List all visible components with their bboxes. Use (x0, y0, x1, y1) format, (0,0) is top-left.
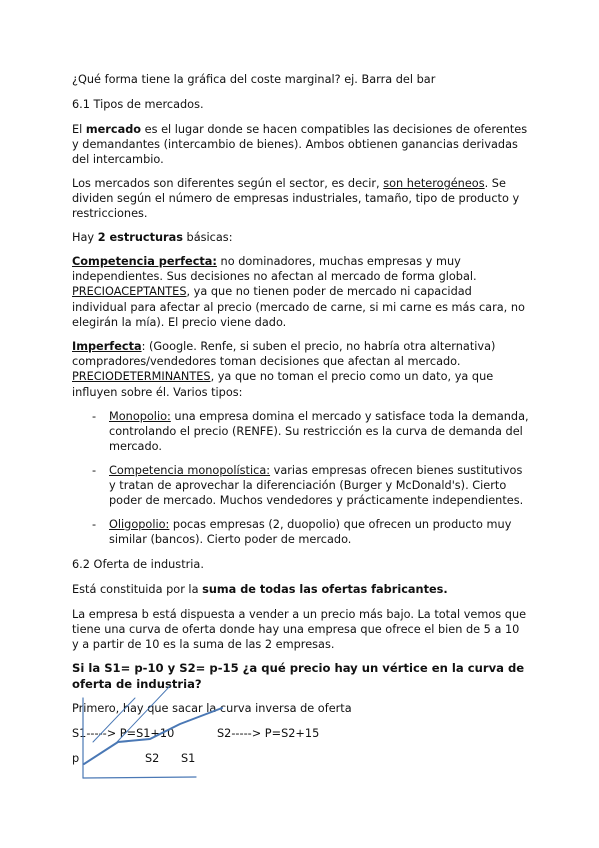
text: El (72, 123, 86, 136)
text: no dominadores, muchas empresas y muy independientes. Sus decisiones no afectan al mercado de forma global. (72, 255, 477, 284)
paragraph-suma-ofertas (72, 582, 528, 597)
text: , ya que no toman el precio como un dato, ya que influyen sobre él. Varios tipos: (72, 370, 494, 399)
section-6-1-heading: 6.1 Tipos de mercados. (72, 98, 204, 111)
term-competencia-perfecta: Competencia perfecta: (72, 255, 217, 268)
paragraph-imperfecta (72, 339, 528, 400)
text: : (Google. Renfe, si suben el precio, no habría otra alternativa) compradores/vendedores toman decisiones que afectan al mercado. (72, 340, 496, 369)
paragraph-heterogeneos (72, 176, 528, 222)
list-item-text (109, 517, 529, 547)
text: . Se dividen según el número de empresas industriales, tamaño, tipo de producto y restricciones. (72, 177, 520, 221)
text: básicas: (182, 231, 233, 244)
underlined-heterogeneos: son heterogéneos (383, 177, 485, 190)
term-mercado: mercado (85, 123, 142, 136)
text: Hay (72, 231, 98, 244)
paragraph-empresa-b: La empresa b está dispuesta a vender a un precio más bajo. La total vemos que tiene una curva de oferta donde hay una empresa que ofrece el bien de 5 a 10 y a partir de 10 es la suma de las 2 empresas. (72, 608, 527, 652)
paragraph-competencia-perfecta (72, 254, 528, 330)
text: Está constituida por la (72, 583, 203, 596)
term-2-estructuras: 2 estructuras (97, 231, 183, 244)
term-monopolio: Monopolio: (109, 410, 171, 423)
paragraph-mercado (72, 122, 528, 168)
term-precioaceptantes: PRECIOACEPTANTES (72, 285, 187, 299)
text: pocas empresas (2, duopolio) que ofrecen un producto muy similar (bancos). Cierto poder de mercado. (109, 518, 512, 547)
bullet-dash: - (92, 464, 97, 477)
section-6-2-heading: 6.2 Oferta de industria. (72, 558, 204, 571)
paragraph-estructuras (72, 230, 528, 245)
question-marginal-cost: ¿Qué forma tiene la gráfica del coste marginal? ej. Barra del bar (72, 73, 436, 86)
bullet-dash: - (92, 410, 97, 423)
graph-s2-label: S2 (145, 752, 160, 765)
sketch-horizontal-axis (83, 777, 196, 778)
text: Los mercados son diferentes según el sector, es decir, (72, 177, 384, 190)
graph-axis-p-label: p (72, 752, 80, 765)
list-item-text (109, 409, 529, 455)
term-preciodeterminantes: PRECIODETERMINANTES (72, 370, 211, 384)
text: es el lugar donde se hacen compatibles las decisiones de oferentes y demandantes (intercambio de bienes). Ambos obtienen ganancias derivadas del intercambio. (72, 123, 528, 167)
term-oligopolio: Oligopolio: (109, 518, 170, 531)
text: una empresa domina el mercado y satisface toda la demanda, controlando el precio (RENFE). Su restricción es la curva de demanda del mercado. (109, 410, 529, 454)
text: varias empresas ofrecen bienes sustitutivos y tratan de aprovechar la diferenciación (Burger y McDonald's). Cierto poder de mercado. Muchos vendedores y prácticamente independientes. (109, 464, 524, 508)
equation-s2: S2-----> P=S2+15 (217, 727, 320, 740)
list-item-text (109, 463, 529, 509)
text: , ya que no tienen poder de mercado ni capacidad individual para afectar al precio (mercado de carne, si mi carne es más cara, no elegirán la mía). El precio viene dado. (72, 285, 525, 329)
graph-s1-label: S1 (181, 752, 196, 765)
term-suma-ofertas: suma de todas las ofertas fabricantes. (202, 583, 448, 596)
exercise-question: Si la S1= p-10 y S2= p-15 ¿a qué precio hay un vértice en la curva de oferta de industria? (72, 661, 525, 691)
equation-s1: S1-----> P=S1+10 (72, 727, 175, 740)
term-competencia-monopolistica: Competencia monopolística: (109, 464, 271, 477)
bullet-dash: - (92, 518, 97, 531)
paragraph-primero: Primero, hay que sacar la curva inversa de oferta (72, 702, 352, 715)
term-imperfecta: Imperfecta (72, 340, 142, 353)
